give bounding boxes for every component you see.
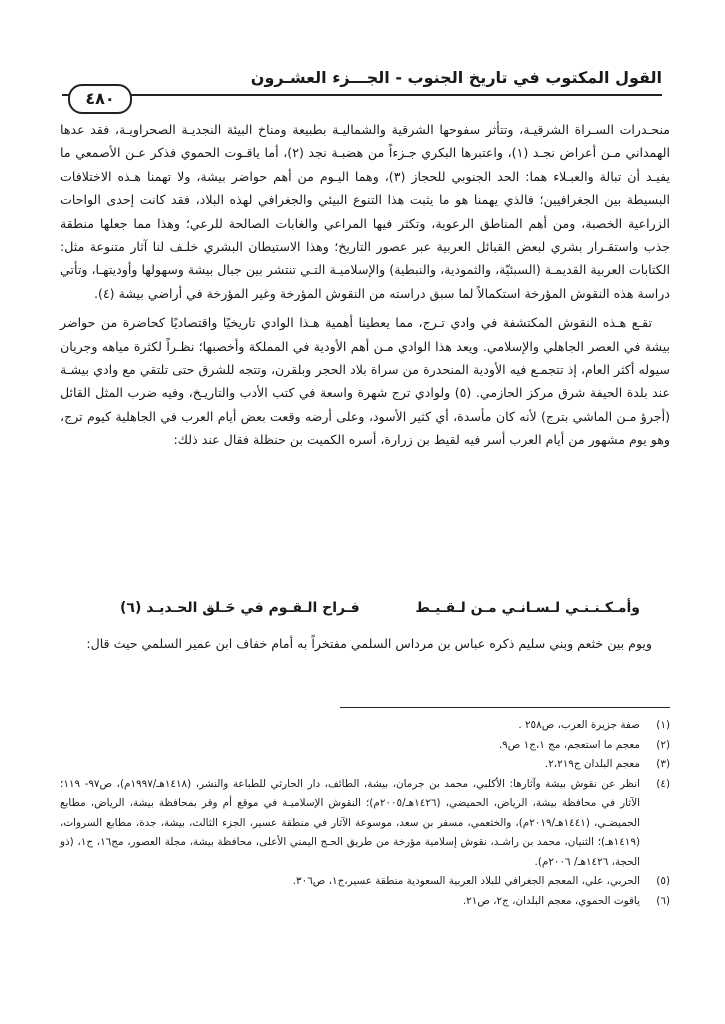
footnote	[60, 775, 670, 873]
paragraph: تقـع هـذه النقوش المكتشفة في وادي تـرج، مما يعطينا أهمية هـذا الوادي تاريخيًا واقتصاديًا كحاضرة من حواضر بيشة في العصر الجاهلي والإسلامي. ويعد هذا الوادي مـن أهم الأودية في المملكة وأخصبها؛ نظـراً لكثرة مياهه وجريان سيوله أكثر العام، إذ تتجمـع فيه الأودية المنحدرة من سراة بلاد الحجر وبلقرن، وتتجه للشرق حتى تلتقي مع وادي بيشـة عند بلدة الحيفة شرق مركز الحازمي. (٥) ولوادي ترج شهرة واسعة في كتب الأدب والتاريـخ، وفيه ضرب المثل القائل (أجرؤ مـن الماشي بترج) لأنه كان مأسدة، أي كثير الأسود، وعلى أرضه وقعت بعض أيام العرب في الجاهلية كيوم ترج، وهو يوم مشهور من أيام العرب أسر فيه لقيط بن زرارة، أسره الكميت بن حنظلة فقال عند ذلك:	[60, 315, 670, 448]
body-text	[60, 118, 670, 458]
footnote-text: الحربي، علي، المعجم الجغرافي للبلاد العربية السعودية منطقة عسير،ج١، ص٣٠٦.	[292, 875, 640, 887]
verse-first-hemistich: وأمـكـنـنـي لـسـانـي مـن لـقـيـط	[415, 600, 640, 616]
footnote-number: (٣)	[656, 758, 670, 770]
footnote-text: صفة جزيرة العرب، ص٢٥٨ .	[518, 719, 640, 731]
footnote-number: (٢)	[656, 738, 670, 751]
body-text-continued	[60, 632, 670, 661]
footnote-rule	[340, 707, 670, 708]
footnote-number: (٤)	[656, 777, 670, 790]
footnote	[60, 892, 670, 912]
header-rule	[62, 94, 662, 96]
footnote-text: ياقوت الحموي، معجم البلدان، ج٢، ص٢١.	[462, 894, 640, 907]
poetry-verse	[60, 600, 670, 628]
paragraph: منحـدرات السـراة الشرقيـة، وتتأثر سفوحها الشرقية والشماليـة بطبيعة ومناخ البيئة النجديـة الصحراويـة، فقد عدها الهمداني مـن أعراض نجـد (١)، واعتبرها البكري جـزءاً من هضبـة نجد (٢)، أما ياقـوت الحموي فذكر عـن الأصمعي ما يفيـد أن تبالة والعبـلاء هما: الحد الجنوبي للحجاز (٣)، وهما اليـوم من أهم حواضر بيشة، ولا تهمنا هـذه الاختلافات البسيطة بين الجغرافيين؛ فالذي يهمنا هو ما يثبت هذا التنوع البيئي والجغرافي لهذه البلاد، فقد كانت إحدى الواحات الزراعية الخصبة، ومن أهم المناطق الرعوية، وتكثر فيها المراعي والغابات الصالحة للرعي؛ وهذا مما جعلها منطقة جذب واستقـرار بشري لبعض القبائل العربية عبر عصور التاريخ؛ وهذا الاستيطان البشري خلـف لنا آثار متنوعة مثل: الكتابات العربية القديمـة (السبئيّة، والثمودية، والنبطية) والإسلاميـة التـي تنتشر بين جبال بيشة وسهولها وأوديتهـا، وتأتي دراسة هذه النقوش المؤرخة استكمالاً لما سبق دراسته من النقوش المؤرخة وغير المؤرخة في أراضي بيشة (٤).	[60, 122, 670, 301]
page-number: ٤٨٠	[68, 84, 132, 114]
footnote-text: معجم ما استعجم، مج ١،ج١ ص٩.	[498, 738, 640, 751]
footnote-number: (٦)	[656, 894, 670, 907]
footnotes	[60, 716, 670, 911]
footnote	[60, 716, 670, 736]
footnote	[60, 736, 670, 756]
footnote	[60, 872, 670, 892]
paragraph: ويوم بين خثعم وبني سليم ذكره عباس بن مرداس السلمي مفتخراً به أمام خفاف ابن عمير السلمي حيث قال:	[86, 636, 652, 651]
footnote-text: انظر عن نقوش بيشة وآثارها: الأكلبي، محمد بن جرمان، بيشة، الطائف، دار الحارثي للطباعة والنشر، (١٤١٨هـ/١٩٩٧م)، ص٩٧- ١١٩؛ الآثار في محافظة بيشة، الرياض، الحميضي، (١٤٢٦هـ/٢٠٠٥م)؛ النقوش الإسلاميـة في موقع أم وقر بمحافظة بيشة، الرياض، مطابع الحميضـي، (١٤٤١هـ/٢٠١٩م)، والخثعمي، مسفر بن سعد، موسوعة الآثار في منطقة عسير، الجزء الثالث، بيشة، جدة، مطابع السروات، (١٤١٩هـ)؛ الثنيان، محمد بن راشـد، نقوش إسلامية مؤرخة من طريق الحـج اليمني الأعلى، محافظة بيشة، مجلة العصور، مج١٦، ج١، (ذو الحجة، ١٤٢٦هـ/ ٢٠٠٦م).	[60, 777, 641, 868]
footnote-text: معجم البلدان ج٢،٢١٩.	[544, 758, 640, 770]
page-header	[62, 62, 662, 108]
footnote-number: (٥)	[656, 875, 670, 887]
footnote-number: (١)	[656, 719, 670, 731]
verse-second-hemistich: فـراح الـقـوم في حَـلق الحـديـد (٦)	[120, 600, 360, 616]
footnote	[60, 755, 670, 775]
running-title: القول المكتوب في تاريخ الجنوب - الجـــزء العشـرون	[250, 68, 662, 87]
